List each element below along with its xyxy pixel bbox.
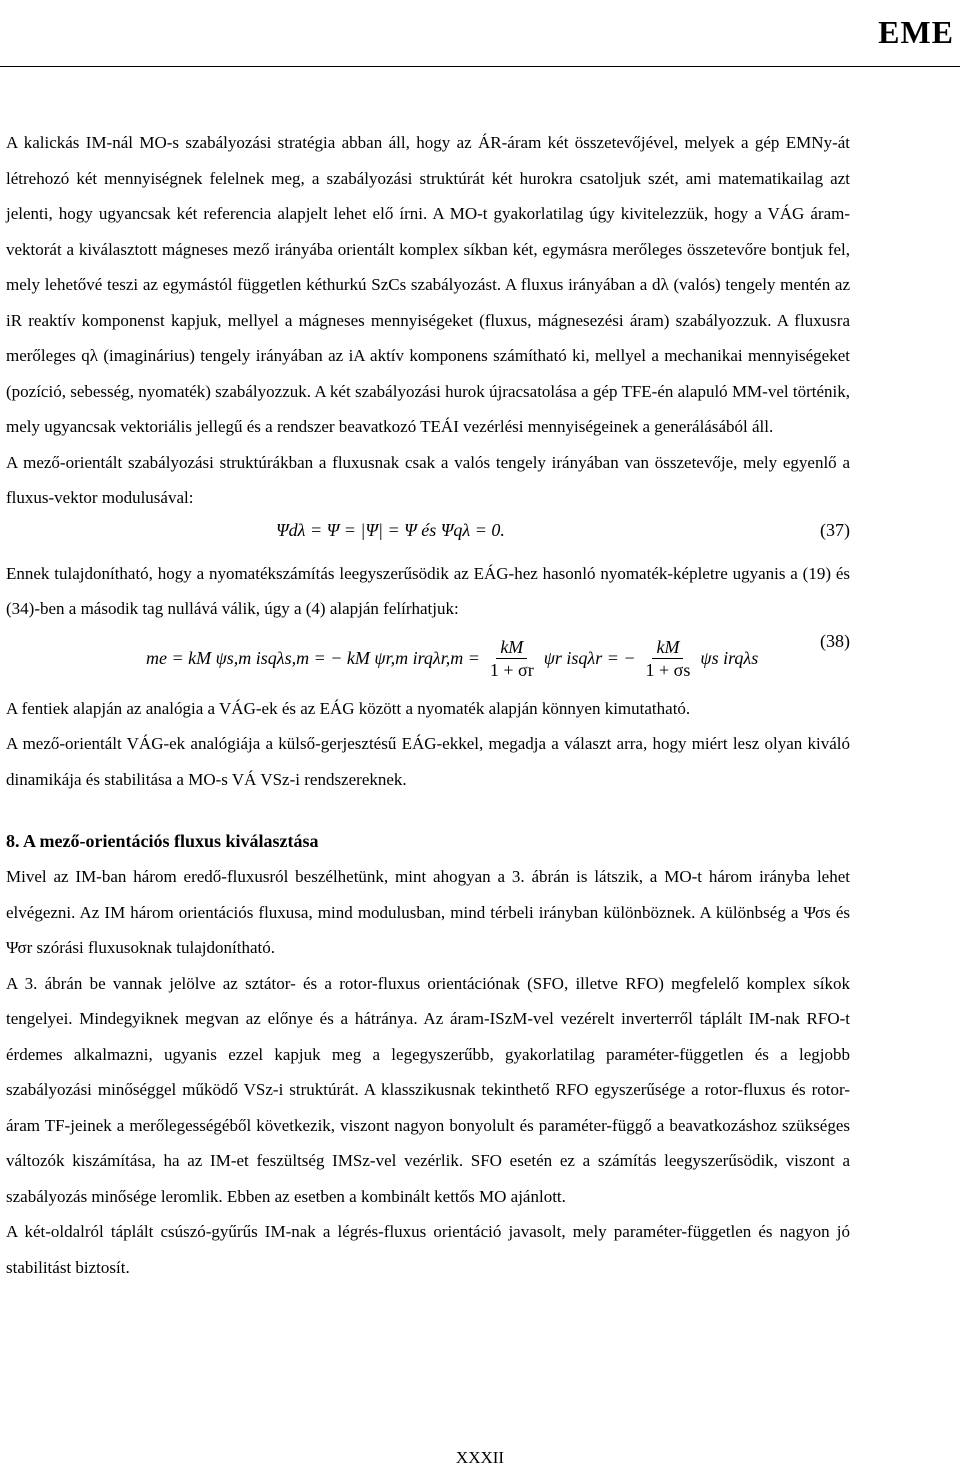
header-logo: EME (878, 14, 954, 50)
equation-38-middle: ψr isqλr = − (543, 648, 636, 668)
equation-37 (6, 516, 850, 556)
paragraph-1: A kalickás IM-nál MO-s szabályozási stratégia abban áll, hogy az ÁR-áram két összetevőjével, melyek a gép EMNy-át létrehozó két mennyiségnek felelnek meg, a szabályozási struktúrát két hurokra csatoljuk szét, ami matematikailag azt jelenti, hogy ugyancsak két referencia alapjelt lehet elő írni. A MO-t gyakorlatilag úgy kivitelezzük, hogy a VÁG áram-vektorát a kiválasztott mágneses mező irányába orientált komplex síkban két, egymásra merőleges összetevőre bontjuk fel, mely lehetővé teszi az egymástól független kéthurkú SzCs szabályozást. A fluxus irányában a dλ (valós) tengely mentén az iR reaktív komponenst kapjuk, mellyel a mágneses mennyiségeket (fluxus, mágnesezési áram) szabályozzuk. A fluxusra merőleges qλ (imaginárius) tengely irányában az iA aktív komponens számítható ki, mellyel a mechanikai mennyiségeket (pozíció, sebesség, nyomaték) szabályozzuk. A két szabályozási hurok újracsatolása a gép TFE-én alapuló MM-vel történik, mely ugyancsak vektoriális jellegű és a rendszer beavatkozó TEÁI vezérlési mennyiségeinek a generálásából áll. (6, 133, 850, 436)
fraction-1-numerator: kM (496, 636, 527, 659)
header-rule (0, 66, 960, 67)
page-number: XXXII (455, 1448, 505, 1467)
paragraph-4: A fentiek alapján az analógia a VÁG-ek és az EÁG között a nyomaték alapján könnyen kimutatható. (6, 698, 691, 718)
fraction-1-denominator: 1 + σr (489, 660, 534, 680)
paragraph-3: Ennek tulajdonítható, hogy a nyomatékszámítás leegyszerűsödik az EÁG-hez hasonló nyomaték-képletre ugyanis a (19) és (34)-ben a második tag nullává válik, úgy a (4) alapján felírhatjuk: (6, 563, 850, 618)
fraction-2-numerator: kM (652, 636, 683, 659)
document-body (6, 125, 850, 1285)
paragraph-2: A mező-orientált szabályozási struktúrákban a fluxusnak csak a valós tengely irányában van összetevője, mely egyenlő a fluxus-vektor modulusával: (6, 452, 850, 507)
equation-38-fraction-2 (642, 636, 695, 681)
equation-38 (6, 631, 850, 691)
equation-37-body: Ψdλ = Ψ = |Ψ| = Ψ és Ψqλ = 0. (276, 519, 505, 540)
equation-38-number: (38) (820, 630, 850, 651)
equation-38-fraction-1 (486, 636, 538, 681)
paragraph-5: A mező-orientált VÁG-ek analógiája a külső-gerjesztésű EÁG-ekkel, megadja a választ arra, hogy miért lesz olyan kiváló dinamikája és stabilitása a MO-s VÁ VSz-i rendszereknek. (6, 734, 850, 789)
paragraph-7: A 3. ábrán be vannak jelölve az sztátor- és a rotor-fluxus orientációnak (SFO, illetve RFO) megfelelő komplex síkok tengelyei. Mindegyiknek megvan az előnye és a hátránya. Az áram-ISzM-vel vezérelt inverterről táplált IM-nak RFO-t érdemes alkalmazni, ugyanis ezzel kapjuk meg a legegyszerűbb, gyakorlatilag paraméter-független és a legjobb szabályozási minőséggel működő VSz-i struktúrát. A klasszikusnak tekinthető RFO egyszerűsége a rotor-fluxus és rotor-áram TF-jeinek a merőlegességéből következik, viszont nagyon bonyolult és paraméter-függő a beavatkozáshoz szükséges változók kiszámítása, ha az IM-et feszültség IMSz-vel vezérlik. SFO esetén ez a számítás leegyszerűsödik, viszont a szabályozás minősége leromlik. Ebben az esetben a kombinált kettős MO ajánlott. (6, 973, 850, 1206)
equation-38-left: me = kM ψs,m isqλs,m = − kM ψr,m irqλr,m = (146, 648, 480, 668)
paragraph-6: Mivel az IM-ban három eredő-fluxusról beszélhetünk, mint ahogyan a 3. ábrán is látszik, a MO-t három irányba lehet elvégezni. Az IM három orientációs fluxusa, mind modulusban, mind térbeli irányban különböznek. A különbség a Ψσs és Ψσr szórási fluxusoknak tulajdonítható. (6, 867, 850, 957)
equation-38-body (146, 631, 758, 687)
section-heading: 8. A mező-orientációs fluxus kiválasztása (6, 831, 319, 851)
equation-38-right: ψs irqλs (700, 648, 759, 668)
paragraph-8: A két-oldalról táplált csúszó-gyűrűs IM-nak a légrés-fluxus orientáció javasolt, mely paraméter-független és nagyon jó stabilitást biztosít. (6, 1222, 850, 1277)
equation-37-number: (37) (820, 519, 850, 540)
fraction-2-denominator: 1 + σs (645, 660, 691, 680)
